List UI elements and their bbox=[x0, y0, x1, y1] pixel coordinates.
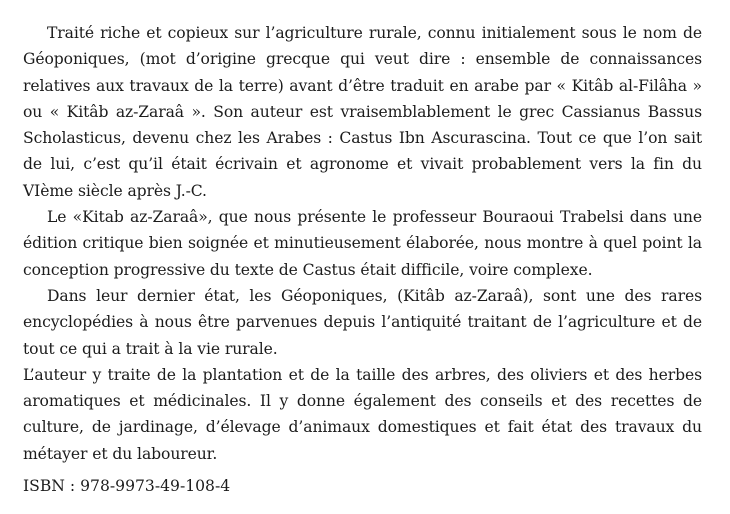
isbn-number: ISBN : 978-9973-49-108-4 bbox=[23, 477, 231, 495]
paragraph-content: L’auteur y traite de la plantation et de la taille des arbres, des oliviers et des herbes aromatiques et médicinales. Il y donne également des conseils et des recettes de culture, de jardinage, d’élevage d’animaux domestiques et fait état des travaux du métayer et du laboureur. bbox=[23, 365, 702, 463]
paragraph-edition: Le «Kitab az-Zaraâ», que nous présente le professeur Bouraoui Trabelsi dans une édition critique bien soignée et minutieusement élaborée, nous montre à quel point la conception progressive du texte de Castus était difficile, voire complexe. bbox=[23, 208, 702, 279]
paragraph-encyclopedia: Dans leur dernier état, les Géoponiques, (Kitâb az-Zaraâ), sont une des rares encyclopédies à nous être parvenues depuis l’antiquité traitant de l’agriculture et de tout ce qui a trait à la vie rurale. bbox=[23, 286, 702, 358]
paragraph-intro: Traité riche et copieux sur l’agriculture rurale, connu initialement sous le nom de Géoponiques, (mot d’origine grecque qui veut dire : ensemble de connaissances relatives aux travaux de la terre) avant d’être traduit en arabe par « Kitâb al-Filâha » ou « Kitâb az-Zaraâ ». Son auteur est vraisemblablement le grec Cassianus Bassus Scholasticus, devenu chez les Arabes : Castus Ibn Ascurascina. Tout ce que l’on sait de lui, c’est qu’il était écrivain et agronome et vivait probablement vers la fin du VIème siècle après J.-C. bbox=[23, 24, 702, 200]
